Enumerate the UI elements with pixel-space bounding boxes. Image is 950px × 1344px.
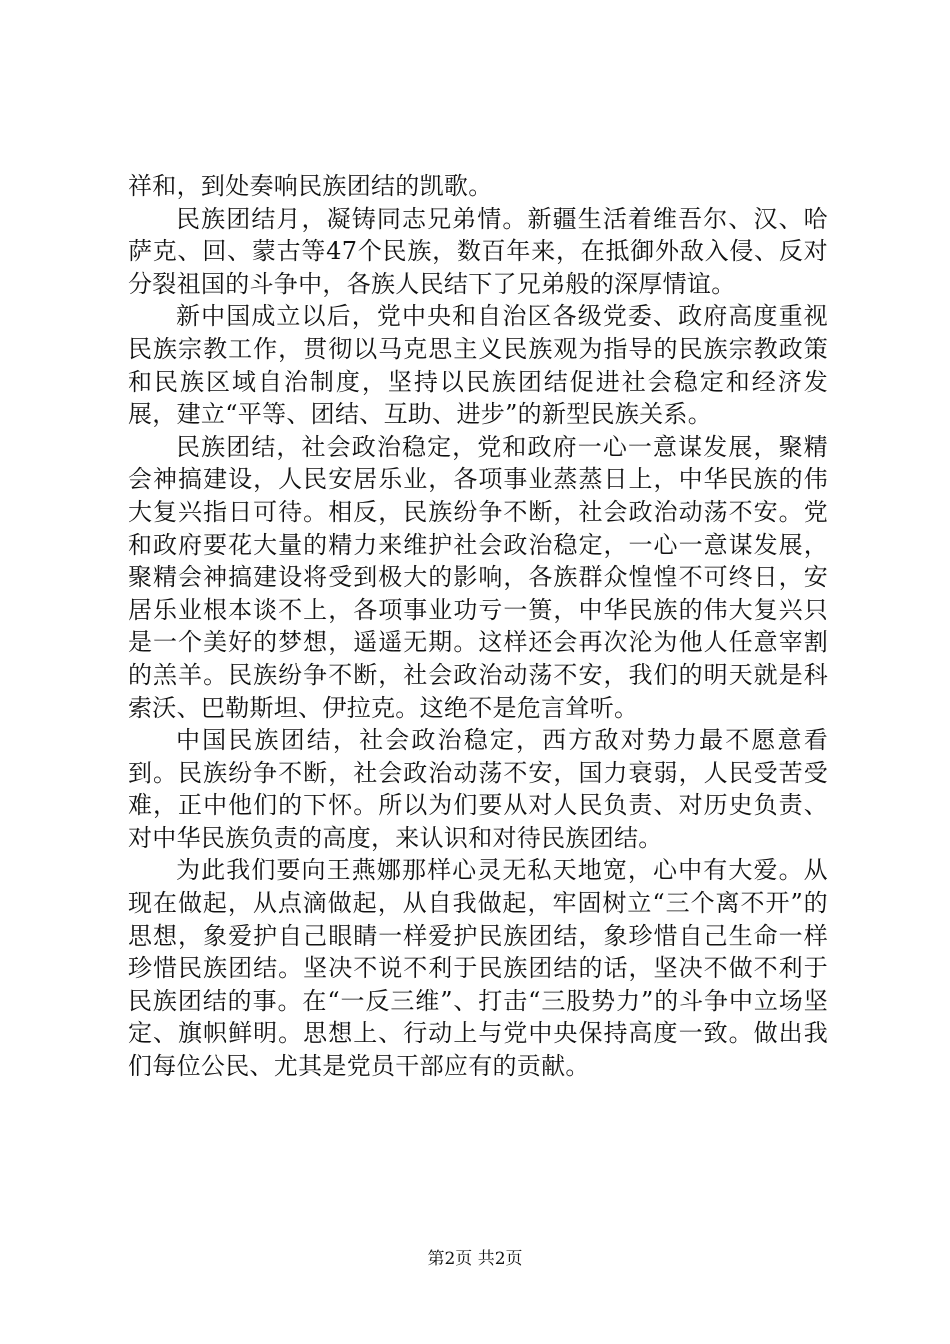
document-body	[128, 170, 828, 1083]
paragraph-hostile-forces: 中国民族团结，社会政治稳定，西方敌对势力最不愿意看到。民族纷争不断，社会政治动荡不安，国力衰弱，人民受苦受难，正中他们的下怀。所以为们要从对人民负责、对历史负责、对中华民族负责的高度，来认识和对待民族团结。	[128, 726, 828, 852]
page-number: 第2页 共2页	[427, 1249, 523, 1269]
paragraph-unity-month: 民族团结月，凝铸同志兄弟情。新疆生活着维吾尔、汉、哈萨克、回、蒙古等47个民族，数百年来，在抵御外敌入侵、反对分裂祖国的斗争中，各族人民结下了兄弟般的深厚情谊。	[128, 204, 828, 298]
paragraph-call-to-action: 为此我们要向王燕娜那样心灵无私天地宽，心中有大爱。从现在做起，从点滴做起，从自我做起，牢固树立“三个离不开”的思想，象爱护自己眼睛一样爱护民族团结，象珍惜自己生命一样珍惜民族团结。坚决不说不利于民族团结的话，坚决不做不利于民族团结的事。在“一反三维”、打击“三股势力”的斗争中立场坚定、旗帜鲜明。思想上、行动上与党中央保持高度一致。做出我们每位公民、尤其是党员干部应有的贡献。	[128, 856, 828, 1081]
paragraph-continuation: 祥和，到处奏响民族团结的凯歌。	[128, 172, 493, 200]
page-footer	[0, 1244, 950, 1269]
paragraph-new-china: 新中国成立以后，党中央和自治区各级党委、政府高度重视民族宗教工作，贯彻以马克思主义民族观为指导的民族宗教政策和民族区域自治制度，坚持以民族团结促进社会稳定和经济发展，建立“平等、团结、互助、进步”的新型民族关系。	[128, 302, 828, 429]
paragraph-stability: 民族团结，社会政治稳定，党和政府一心一意谋发展，聚精会神搞建设，人民安居乐业，各项事业蒸蒸日上，中华民族的伟大复兴指日可待。相反，民族纷争不断，社会政治动荡不安。党和政府要花大量的精力来维护社会政治稳定，一心一意谋发展，聚精会神搞建设将受到极大的影响，各族群众惶惶不可终日，安居乐业根本谈不上，各项事业功亏一篑，中华民族的伟大复兴只是一个美好的梦想，遥遥无期。这样还会再次沦为他人任意宰割的羔羊。民族纷争不断，社会政治动荡不安，我们的明天就是科索沃、巴勒斯坦、伊拉克。这绝不是危言耸听。	[128, 432, 828, 722]
